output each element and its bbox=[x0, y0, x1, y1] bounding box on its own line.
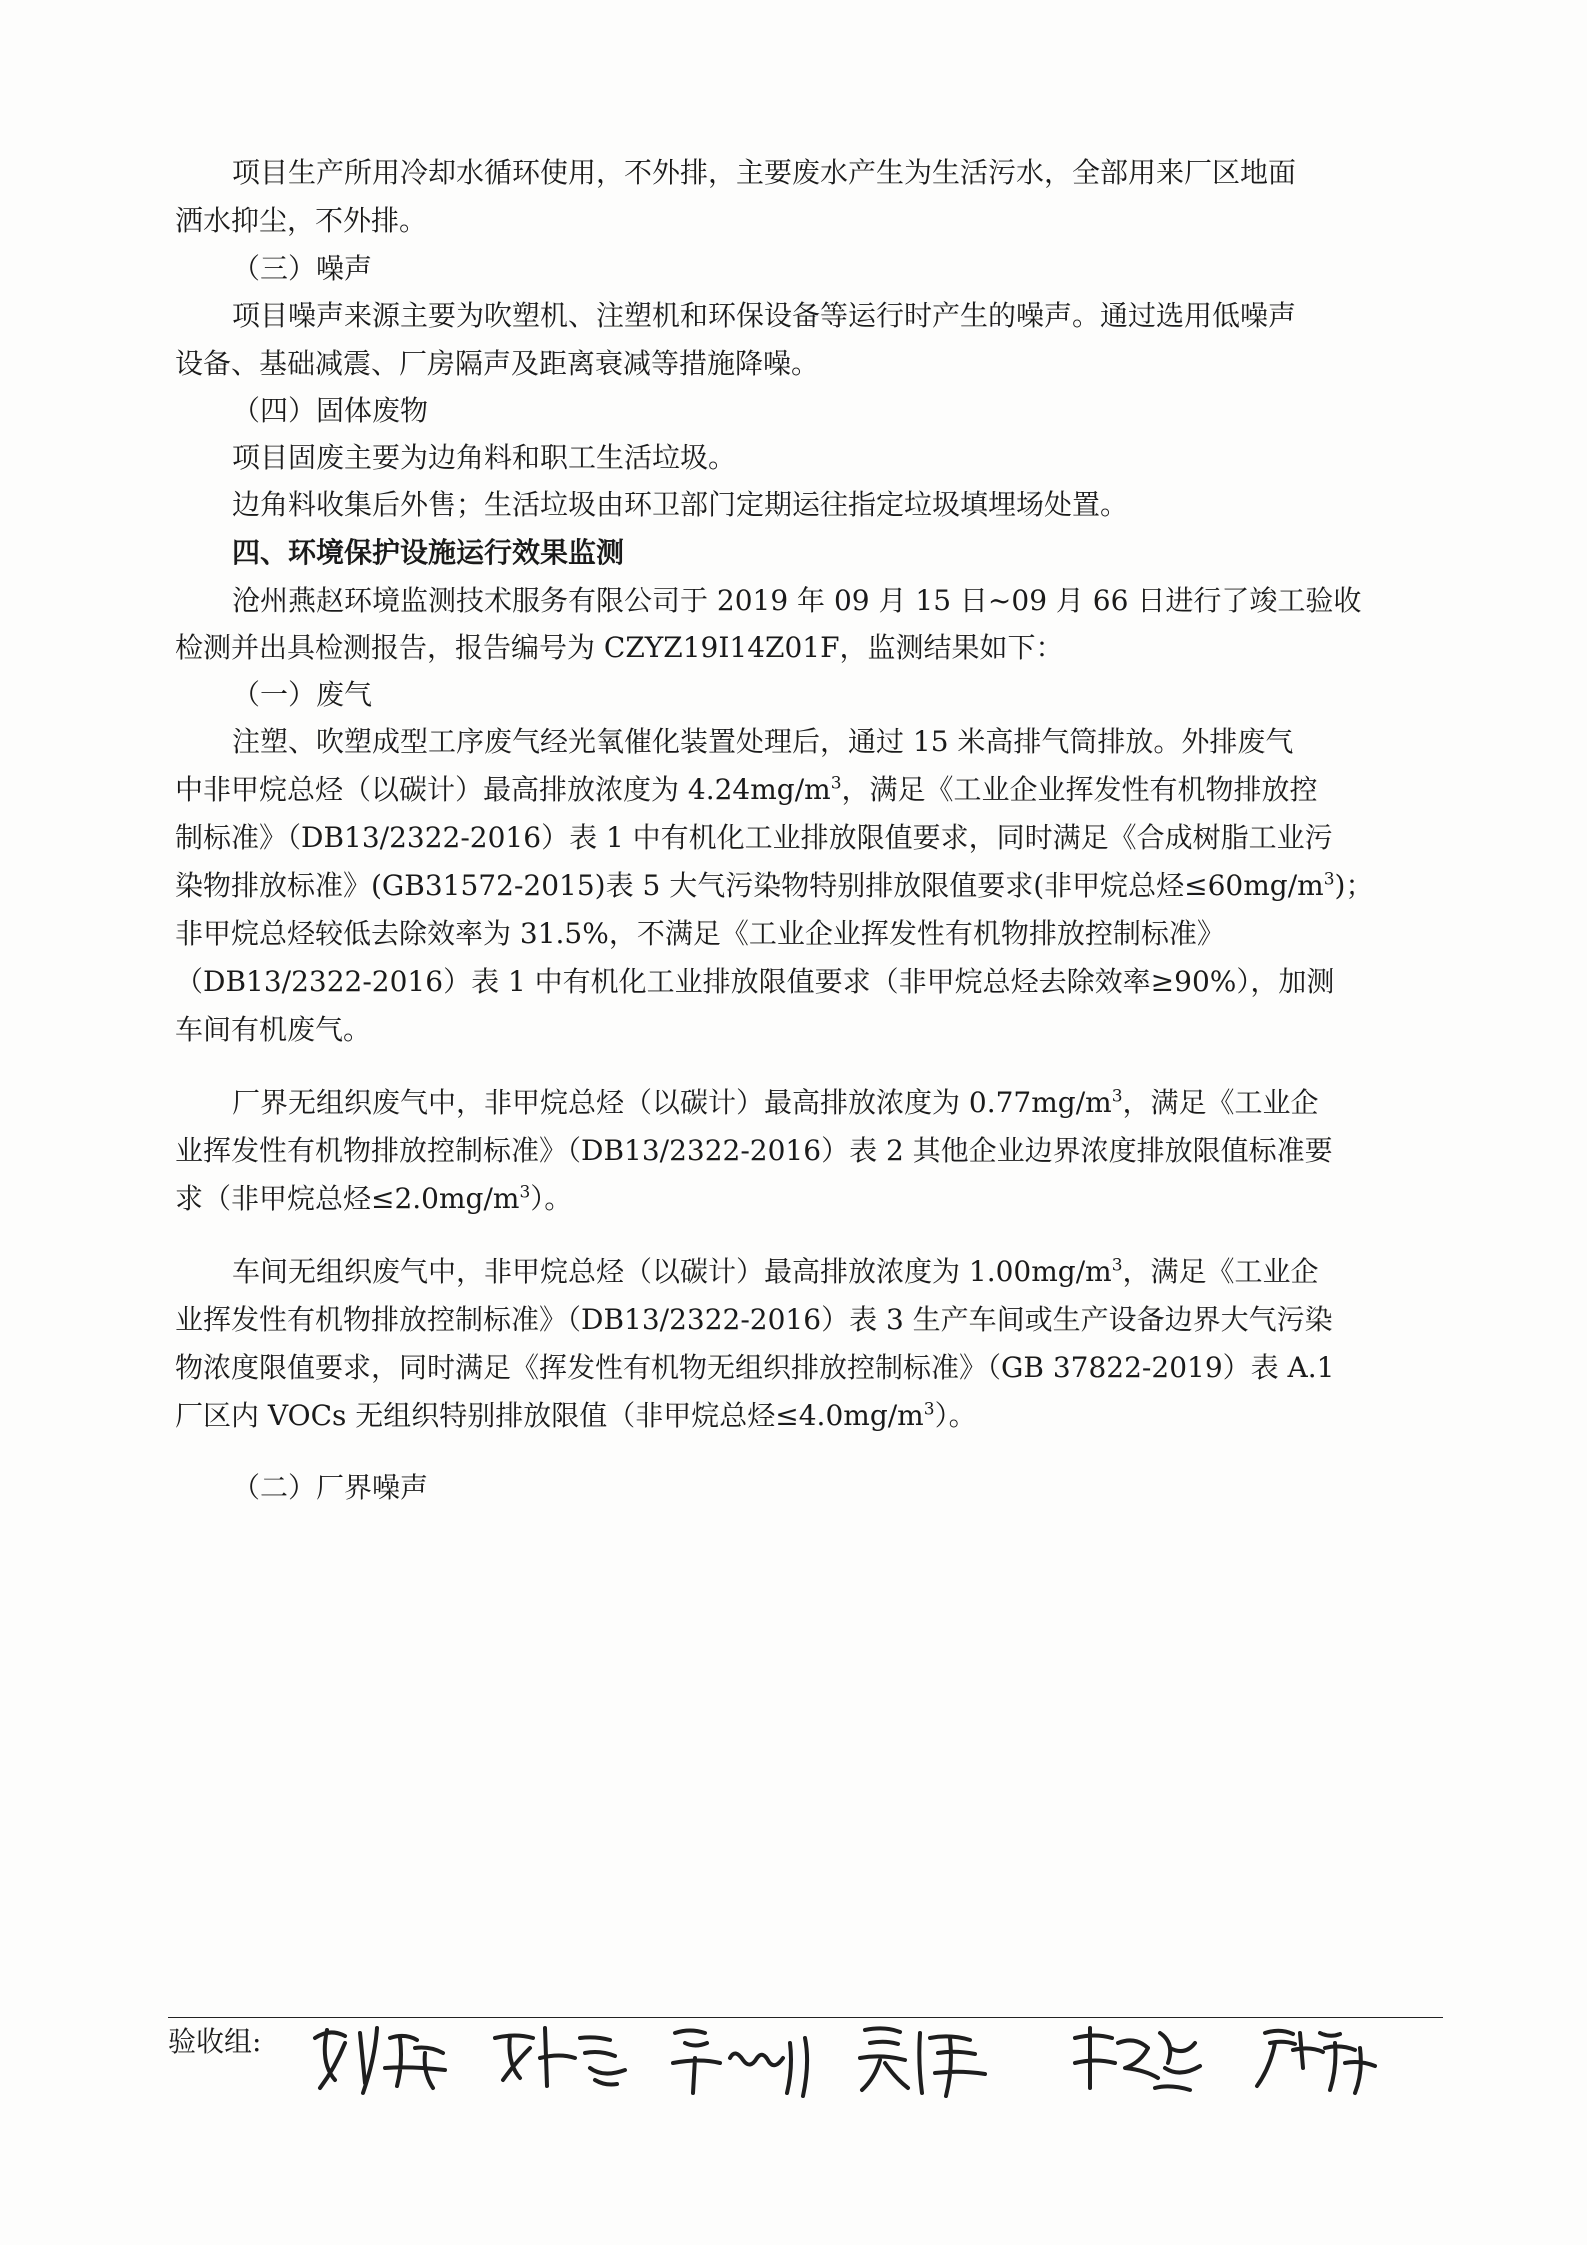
solid-waste-line-1: 项目固废主要为边角料和职工生活垃圾。 bbox=[232, 441, 737, 474]
boundary-line-1-tail: ，满足《工业企 bbox=[1122, 1086, 1319, 1119]
section-4-heading: 四、环境保护设施运行效果监测 bbox=[232, 536, 625, 569]
exhaust-line-6: （DB13/2322-2016）表 1 中有机化工业排放限值要求（非甲烷总烃去除效率≥90%），加测 bbox=[175, 965, 1335, 998]
unit-superscript: 3 bbox=[519, 1182, 531, 1203]
solid-waste-line-2: 边角料收集后外售；生活垃圾由环卫部门定期运往指定垃圾填埋场处置。 bbox=[232, 488, 1129, 521]
workshop-line-1-tail: ，满足《工业企 bbox=[1122, 1255, 1319, 1288]
workshop-line-4-tail: ）。 bbox=[934, 1399, 977, 1432]
boundary-line-3-text: 求（非甲烷总烃≤2.0mg/m bbox=[175, 1182, 520, 1215]
workshop-line-3: 物浓度限值要求，同时满足《挥发性有机物无组织排放控制标准》（GB 37822-2019）表 A.1 bbox=[175, 1351, 1335, 1384]
unit-superscript: 3 bbox=[1111, 1086, 1123, 1107]
workshop-line-1-text: 车间无组织废气中，非甲烷总烃（以碳计）最高排放浓度为 1.00mg/m bbox=[232, 1255, 1112, 1288]
noise-paragraph-line-1: 项目噪声来源主要为吹塑机、注塑机和环保设备等运行时产生的噪声。通过选用低噪声 bbox=[232, 299, 1297, 332]
workshop-line-1 bbox=[232, 1252, 1502, 1292]
boundary-noise-heading: （二）厂界噪声 bbox=[232, 1471, 429, 1504]
water-paragraph-line-1: 项目生产所用冷却水循环使用，不外排，主要废水产生为生活污水，全部用来厂区地面 bbox=[232, 156, 1297, 189]
exhaust-line-4 bbox=[175, 866, 1445, 906]
acceptance-group-label: 验收组: bbox=[168, 2025, 262, 2058]
monitor-line-1: 沧州燕赵环境监测技术服务有限公司于 2019 年 09 月 15 日~09 月 66 日进行了竣工验收 bbox=[232, 584, 1362, 617]
signature-5 bbox=[1060, 2008, 1210, 2103]
exhaust-line-2-tail: ，满足《工业企业挥发性有机物排放控 bbox=[841, 773, 1318, 806]
water-paragraph-line-2: 洒水抑尘，不外排。 bbox=[175, 204, 428, 237]
signature-1 bbox=[305, 2008, 455, 2103]
exhaust-line-7: 车间有机废气。 bbox=[175, 1013, 372, 1046]
unit-superscript: 3 bbox=[1111, 1255, 1123, 1276]
unit-superscript: 3 bbox=[830, 773, 842, 794]
boundary-line-1-text: 厂界无组织废气中，非甲烷总烃（以碳计）最高排放浓度为 0.77mg/m bbox=[232, 1086, 1112, 1119]
boundary-line-3 bbox=[175, 1179, 1445, 1219]
noise-paragraph-line-2: 设备、基础减震、厂房隔声及距离衰减等措施降噪。 bbox=[175, 347, 820, 380]
exhaust-line-4-tail: )； bbox=[1334, 869, 1374, 902]
workshop-line-2: 业挥发性有机物排放控制标准》（DB13/2322-2016）表 3 生产车间或生产设备边界大气污染 bbox=[175, 1303, 1333, 1336]
unit-superscript: 3 bbox=[1323, 869, 1335, 890]
unit-superscript: 3 bbox=[923, 1399, 935, 1420]
exhaust-line-1: 注塑、吹塑成型工序废气经光氧催化装置处理后，通过 15 米高排气筒排放。外排废气 bbox=[232, 725, 1294, 758]
boundary-line-1 bbox=[232, 1083, 1502, 1123]
boundary-line-2: 业挥发性有机物排放控制标准》（DB13/2322-2016）表 2 其他企业边界浓度排放限值标准要 bbox=[175, 1134, 1333, 1167]
signature-3 bbox=[665, 2008, 830, 2103]
exhaust-line-3: 制标准》（DB13/2322-2016）表 1 中有机化工业排放限值要求，同时满足《合成树脂工业污 bbox=[175, 821, 1333, 854]
workshop-line-4-text: 厂区内 VOCs 无组织特别排放限值（非甲烷总烃≤4.0mg/m bbox=[175, 1399, 924, 1432]
solid-waste-heading: （四）固体废物 bbox=[232, 394, 429, 427]
boundary-line-3-tail: ）。 bbox=[530, 1182, 573, 1215]
noise-heading: （三）噪声 bbox=[232, 252, 373, 285]
signature-6 bbox=[1245, 2008, 1395, 2103]
signature-4 bbox=[850, 2008, 1000, 2103]
exhaust-line-2 bbox=[175, 770, 1445, 810]
signature-2 bbox=[485, 2008, 635, 2103]
exhaust-line-4-text: 染物排放标准》(GB31572-2015)表 5 大气污染物特别排放限值要求(非甲烷总烃≤60mg/m bbox=[175, 869, 1324, 902]
exhaust-heading: （一）废气 bbox=[232, 678, 373, 711]
exhaust-line-5: 非甲烷总烃较低去除效率为 31.5%，不满足《工业企业挥发性有机物排放控制标准》 bbox=[175, 917, 1225, 950]
workshop-line-4 bbox=[175, 1396, 1445, 1436]
exhaust-line-2-text: 中非甲烷总烃（以碳计）最高排放浓度为 4.24mg/m bbox=[175, 773, 831, 806]
monitor-line-2: 检测并出具检测报告，报告编号为 CZYZ19I14Z01F，监测结果如下： bbox=[175, 631, 1064, 664]
